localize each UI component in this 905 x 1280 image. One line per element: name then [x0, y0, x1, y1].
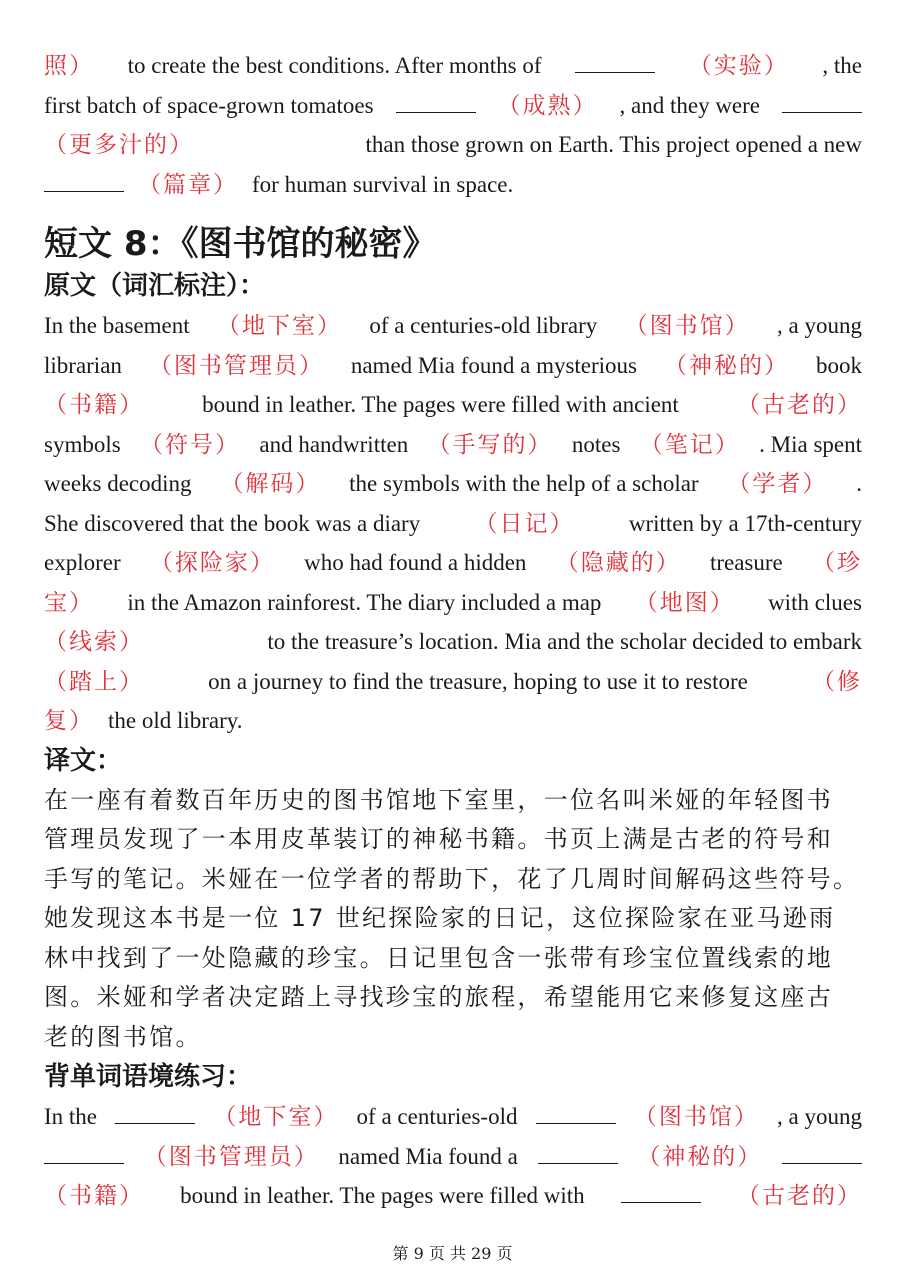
text-segment: bound in leather. The pages were filled with ancient	[202, 392, 679, 417]
practice-line	[44, 1176, 862, 1216]
annotation: （踏上）	[44, 668, 144, 695]
fill-blank[interactable]	[575, 71, 655, 73]
annotation: （图书管理员）	[148, 352, 324, 379]
annotation: （线索）	[44, 629, 144, 655]
text-segment: . Mia spent	[759, 431, 862, 457]
original-line	[44, 464, 862, 504]
text-segment: the symbols with the help of a scholar	[349, 471, 699, 496]
annotation: （书籍）	[44, 1183, 144, 1209]
original-line	[44, 385, 862, 425]
exercise-line	[44, 86, 862, 126]
original-line	[44, 622, 862, 662]
annotation: （神秘的）	[663, 352, 789, 379]
text-segment: on a journey to find the treasure, hoping to use it to restore	[208, 668, 748, 694]
fill-blank[interactable]	[44, 190, 124, 192]
text-segment: She discovered that the book was a diary	[44, 510, 421, 536]
translation-line: 在一座有着数百年历史的图书馆地下室里，一位名叫米娅的年轻图书	[44, 785, 833, 814]
original-line	[44, 583, 862, 623]
text-segment: named Mia found a	[338, 1143, 518, 1169]
fill-blank[interactable]	[396, 111, 476, 113]
annotation: （实验）	[688, 53, 789, 79]
text-segment: treasure	[709, 550, 783, 575]
annotation: （篇章）	[138, 171, 238, 198]
exercise-line	[44, 165, 862, 205]
fill-blank[interactable]	[536, 1122, 616, 1124]
translation-line: 她发现这本书是一位 17 世纪探险家的日记，这位探险家在亚马逊雨	[44, 904, 836, 932]
annotation: （地图）	[634, 589, 735, 616]
annotation: （地下室）	[216, 313, 342, 339]
annotation: （地下室）	[213, 1104, 339, 1130]
annotation: （手写的）	[427, 431, 553, 458]
practice-line	[44, 1097, 862, 1137]
text-segment: symbols	[44, 431, 121, 457]
translation-line: 图。米娅和学者决定踏上寻找珍宝的旅程，希望能用它来修复这座古	[44, 983, 833, 1011]
text-segment: of a centuries-old	[356, 1104, 518, 1129]
annotation: （隐藏的）	[555, 550, 681, 576]
original-heading: 原文（词汇标注）：	[44, 271, 266, 301]
annotation: （成熟）	[497, 92, 598, 119]
text-segment: for human survival in space.	[252, 171, 514, 197]
text-segment: to create the best conditions. After months of	[127, 53, 542, 78]
text-segment: explorer	[44, 550, 121, 575]
annotation: （符号）	[140, 431, 241, 458]
annotation: （更多汁的）	[44, 132, 194, 158]
annotation: （神秘的）	[637, 1143, 763, 1170]
practice-exercise	[44, 1097, 862, 1216]
original-line	[44, 346, 862, 386]
fill-blank[interactable]	[621, 1201, 701, 1203]
annotation: （珍	[811, 550, 862, 576]
annotation: （笔记）	[639, 431, 740, 458]
text-segment: the old library.	[108, 708, 243, 733]
text-segment: book	[815, 352, 862, 378]
text-segment: , and they were	[619, 92, 761, 118]
text-segment: in the Amazon rainforest. The diary included a map	[127, 589, 602, 615]
text-segment: , the	[822, 53, 862, 78]
annotation: 宝）	[44, 589, 94, 616]
text-segment: first batch of space-grown tomatoes	[44, 92, 374, 118]
section-title: 短文 8：《图书馆的秘密》	[44, 224, 437, 264]
fill-blank[interactable]	[115, 1122, 195, 1124]
original-line	[44, 662, 862, 702]
annotation: （图书馆）	[624, 313, 750, 339]
translation-line: 管理员发现了一本用皮革装订的神秘书籍。书页上满是古老的符号和	[44, 825, 833, 853]
fill-blank[interactable]	[44, 1162, 124, 1164]
translation-heading: 译文：	[44, 745, 123, 776]
text-segment: In the	[44, 1104, 98, 1129]
text-segment: than those grown on Earth. This project opened a new	[365, 132, 862, 157]
document-page	[44, 46, 862, 1216]
annotation: （图书管理员）	[143, 1143, 319, 1170]
text-segment: written by a 17th-century	[628, 510, 862, 536]
practice-line	[44, 1137, 862, 1177]
text-segment: who had found a hidden	[304, 550, 527, 575]
annotation: （探险家）	[149, 550, 275, 576]
annotation: （学者）	[727, 471, 828, 497]
translation-line: 手写的笔记。米娅在一位学者的帮助下，花了几周时间解码这些符号。	[44, 864, 860, 893]
original-line	[44, 701, 862, 741]
annotation: （书籍）	[44, 392, 144, 418]
text-segment: , a young	[777, 313, 862, 338]
annotation: （古老的）	[736, 392, 862, 418]
original-line	[44, 543, 862, 583]
fill-blank[interactable]	[782, 1162, 862, 1164]
text-segment: .	[856, 471, 862, 496]
annotation: （解码）	[220, 471, 321, 497]
text-segment: of a centuries-old library	[369, 313, 598, 338]
page-number-footer: 第 9 页 共 29 页	[392, 1244, 513, 1263]
text-segment: librarian	[44, 352, 122, 378]
annotation: （日记）	[474, 510, 575, 537]
text-segment: weeks decoding	[44, 471, 192, 496]
exercise-line	[44, 46, 862, 86]
annotation: （图书馆）	[633, 1104, 759, 1130]
text-segment: named Mia found a mysterious	[350, 352, 638, 378]
fill-blank[interactable]	[782, 111, 862, 113]
text-segment: and handwritten	[259, 431, 409, 457]
annotation: （古老的）	[736, 1183, 862, 1209]
text-segment: bound in leather. The pages were filled with	[180, 1183, 585, 1208]
fill-blank[interactable]	[538, 1162, 618, 1164]
translation-line: 老的图书馆。	[44, 1022, 202, 1051]
text-segment: with clues	[768, 589, 862, 615]
translation-text	[44, 781, 862, 1058]
original-text	[44, 306, 862, 741]
practice-heading: 背单词语境练习：	[44, 1062, 253, 1092]
original-line	[44, 425, 862, 465]
annotation: （修	[811, 668, 862, 695]
annotation: 复）	[44, 708, 94, 734]
text-segment: notes	[571, 431, 621, 457]
text-segment: In the basement	[44, 313, 190, 338]
original-line	[44, 504, 862, 544]
text-segment: to the treasure’s location. Mia and the scholar decided to embark	[267, 629, 862, 654]
exercise-line	[44, 125, 862, 165]
translation-line: 林中找到了一处隐藏的珍宝。日记里包含一张带有珍宝位置线索的地	[44, 943, 833, 972]
text-segment: , a young	[776, 1104, 862, 1129]
original-line	[44, 306, 862, 346]
annotation: 照）	[44, 53, 94, 79]
